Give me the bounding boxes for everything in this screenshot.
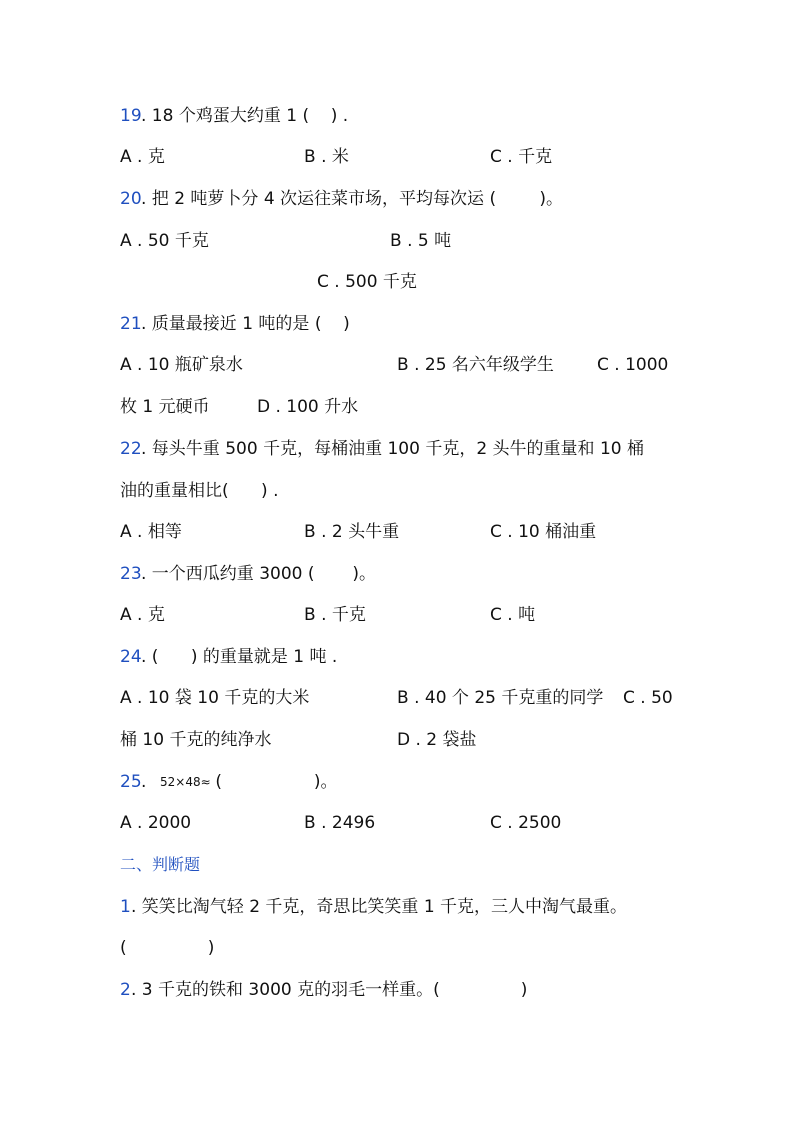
option-a: A . 相等 bbox=[120, 522, 182, 542]
judgment-text: . 3 千克的铁和 3000 克的羽毛一样重。( ) bbox=[131, 980, 528, 1000]
question-stem: . 每头牛重 500 千克，每桶油重 100 千克，2 头牛的重量和 10 桶 bbox=[141, 439, 644, 459]
question-21-options bbox=[0, 350, 794, 380]
question-stem: . 质量最接近 1 吨的是 ( ) bbox=[141, 314, 350, 334]
option-c: C . 50 bbox=[623, 688, 673, 708]
option-b: B . 40 个 25 千克重的同学 bbox=[397, 688, 604, 708]
judgment-1-answer bbox=[0, 933, 794, 963]
judgment-2 bbox=[0, 975, 794, 1005]
option-a: A . 2000 bbox=[120, 813, 192, 833]
option-d: D . 2 袋盐 bbox=[397, 730, 477, 750]
question-20-options-2 bbox=[0, 267, 794, 297]
question-23-options bbox=[0, 600, 794, 630]
question-stem-prefix: . bbox=[141, 772, 152, 792]
question-25 bbox=[0, 767, 794, 797]
question-24 bbox=[0, 642, 794, 672]
section-title: 二、判断题 bbox=[120, 855, 201, 874]
option-b: B . 2496 bbox=[304, 813, 376, 833]
option-c: C . 500 千克 bbox=[317, 272, 417, 292]
judgment-text: . 笑笑比淘气轻 2 千克，奇思比笑笑重 1 千克，三人中淘气最重。 bbox=[131, 897, 628, 917]
question-stem: . 一个西瓜约重 3000 ( )。 bbox=[141, 564, 376, 584]
option-a: A . 克 bbox=[120, 147, 165, 167]
question-22-options bbox=[0, 517, 794, 547]
option-b: B . 米 bbox=[304, 147, 349, 167]
question-number: 25 bbox=[120, 772, 142, 792]
option-b: B . 25 名六年级学生 bbox=[397, 355, 554, 375]
question-stem: . ( ) 的重量就是 1 吨 . bbox=[141, 647, 338, 667]
question-20 bbox=[0, 184, 794, 214]
option-a: A . 克 bbox=[120, 605, 165, 625]
question-stem-suffix: ( )。 bbox=[210, 772, 338, 792]
option-c-continued: 桶 10 千克的纯净水 bbox=[120, 730, 272, 750]
question-23 bbox=[0, 559, 794, 589]
question-22 bbox=[0, 434, 794, 464]
option-b: B . 2 头牛重 bbox=[304, 522, 400, 542]
question-number: 20 bbox=[120, 189, 142, 209]
option-c: C . 2500 bbox=[490, 813, 562, 833]
option-b: B . 5 吨 bbox=[390, 231, 452, 251]
judgment-1 bbox=[0, 892, 794, 922]
option-d: D . 100 升水 bbox=[257, 397, 359, 417]
question-number: 19 bbox=[120, 106, 142, 126]
judgment-number: 1 bbox=[120, 897, 131, 917]
question-number: 23 bbox=[120, 564, 142, 584]
question-21-options-2 bbox=[0, 392, 794, 422]
question-20-options bbox=[0, 226, 794, 256]
question-21 bbox=[0, 309, 794, 339]
question-19-options bbox=[0, 142, 794, 172]
option-c: C . 吨 bbox=[490, 605, 536, 625]
question-25-options bbox=[0, 808, 794, 838]
option-b: B . 千克 bbox=[304, 605, 366, 625]
option-c: C . 千克 bbox=[490, 147, 553, 167]
question-19 bbox=[0, 101, 794, 131]
question-24-options-2 bbox=[0, 725, 794, 755]
question-number: 21 bbox=[120, 314, 142, 334]
question-22-stem-line2 bbox=[0, 476, 794, 506]
question-stem: . 18 个鸡蛋大约重 1 ( ) . bbox=[141, 106, 349, 126]
option-c: C . 1000 bbox=[597, 355, 669, 375]
option-a: A . 50 千克 bbox=[120, 231, 209, 251]
question-number: 22 bbox=[120, 439, 142, 459]
question-stem: . 把 2 吨萝卜分 4 次运往菜市场，平均每次运 ( )。 bbox=[141, 189, 563, 209]
answer-blank: ( ) bbox=[120, 938, 215, 958]
option-c-continued: 枚 1 元硬币 bbox=[120, 397, 210, 417]
math-expression: 52×48≈ bbox=[160, 775, 211, 789]
option-c: C . 10 桶油重 bbox=[490, 522, 597, 542]
option-a: A . 10 袋 10 千克的大米 bbox=[120, 688, 310, 708]
judgment-number: 2 bbox=[120, 980, 131, 1000]
question-number: 24 bbox=[120, 647, 142, 667]
question-24-options bbox=[0, 683, 794, 713]
question-stem-continued: 油的重量相比( ) . bbox=[120, 481, 279, 501]
section-header bbox=[0, 850, 794, 880]
option-a: A . 10 瓶矿泉水 bbox=[120, 355, 243, 375]
